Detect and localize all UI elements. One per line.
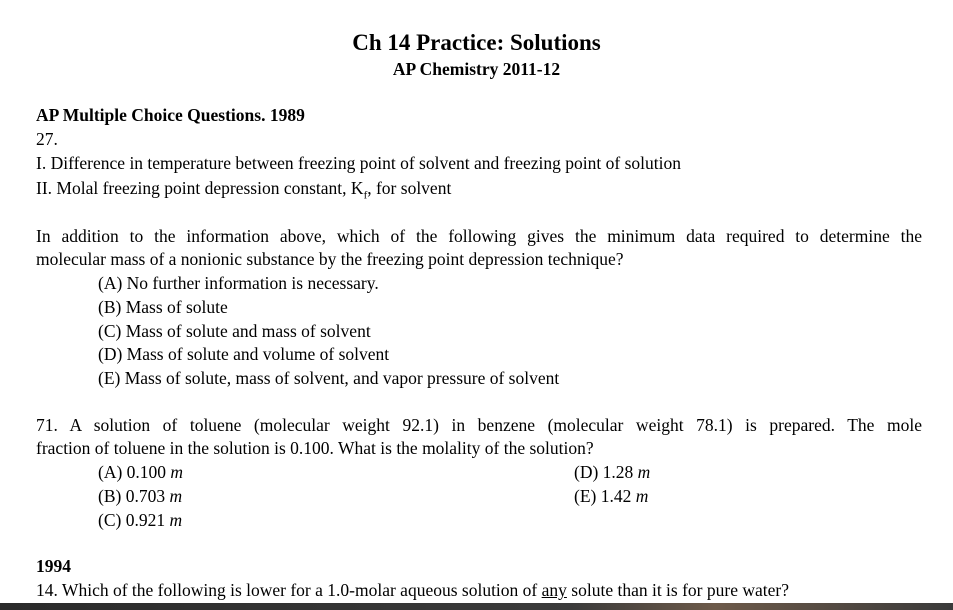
choice-a-unit: m <box>170 462 184 482</box>
question-71-choice-b <box>98 485 182 507</box>
item-2-tail: , for solvent <box>367 178 452 198</box>
question-71-choice-e <box>574 485 648 507</box>
question-27-choice-d: (D) Mass of solute and volume of solvent <box>98 344 390 364</box>
question-27-choice-a: (A) No further information is necessary. <box>98 273 379 293</box>
choice-c-unit: m <box>169 510 183 530</box>
page-title: Ch 14 Practice: Solutions <box>352 30 601 55</box>
item-2-text: II. Molal freezing point depression constant, K <box>36 178 364 198</box>
choice-d-unit: m <box>637 462 651 482</box>
question-27-number: 27. <box>36 129 58 149</box>
choice-d-label: (D) 1.28 <box>574 462 638 482</box>
question-71-choice-a <box>98 461 183 483</box>
question-27-choice-c: (C) Mass of solute and mass of solvent <box>98 321 371 341</box>
item-2-subscript: f <box>363 189 368 202</box>
q14-stem-after: solute than it is for pure water? <box>566 580 789 600</box>
page-subtitle: AP Chemistry 2011-12 <box>392 59 561 79</box>
choice-e-label: (E) 1.42 <box>574 486 636 506</box>
question-71-stem-line-2: fraction of toluene in the solution is 0.100. What is the molality of the solution? <box>36 438 594 458</box>
question-71-choice-c <box>98 509 182 531</box>
question-71-choice-d <box>574 461 650 483</box>
section-heading-1989: AP Multiple Choice Questions. 1989 <box>36 105 305 125</box>
bottom-edge-strip <box>0 603 953 610</box>
section-heading-1994: 1994 <box>36 556 71 576</box>
question-27-choice-b: (B) Mass of solute <box>98 297 228 317</box>
question-27-item-1: I. Difference in temperature between freezing point of solvent and freezing point of solution <box>36 153 681 173</box>
question-27-choice-e: (E) Mass of solute, mass of solvent, and vapor pressure of solvent <box>98 368 560 388</box>
choice-b-label: (B) 0.703 <box>98 486 170 506</box>
choice-e-unit: m <box>635 486 649 506</box>
question-27-item-2 <box>36 177 451 207</box>
q14-stem-underlined: any <box>541 580 567 600</box>
question-14-stem <box>36 579 789 601</box>
q14-stem-before: 14. Which of the following is lower for a 1.0-molar aqueous solution of <box>36 580 542 600</box>
question-27-stem-line-2: molecular mass of a nonionic substance by the freezing point depression technique? <box>36 249 624 269</box>
question-71-stem-line-1: 71. A solution of toluene (molecular weight 92.1) in benzene (molecular weight 78.1) is prepared. The mole <box>36 415 922 435</box>
choice-b-unit: m <box>169 486 183 506</box>
choice-a-label: (A) 0.100 <box>98 462 171 482</box>
question-27-stem-line-1: In addition to the information above, which of the following gives the minimum data required to determine the <box>36 226 922 246</box>
choice-c-label: (C) 0.921 <box>98 510 170 530</box>
